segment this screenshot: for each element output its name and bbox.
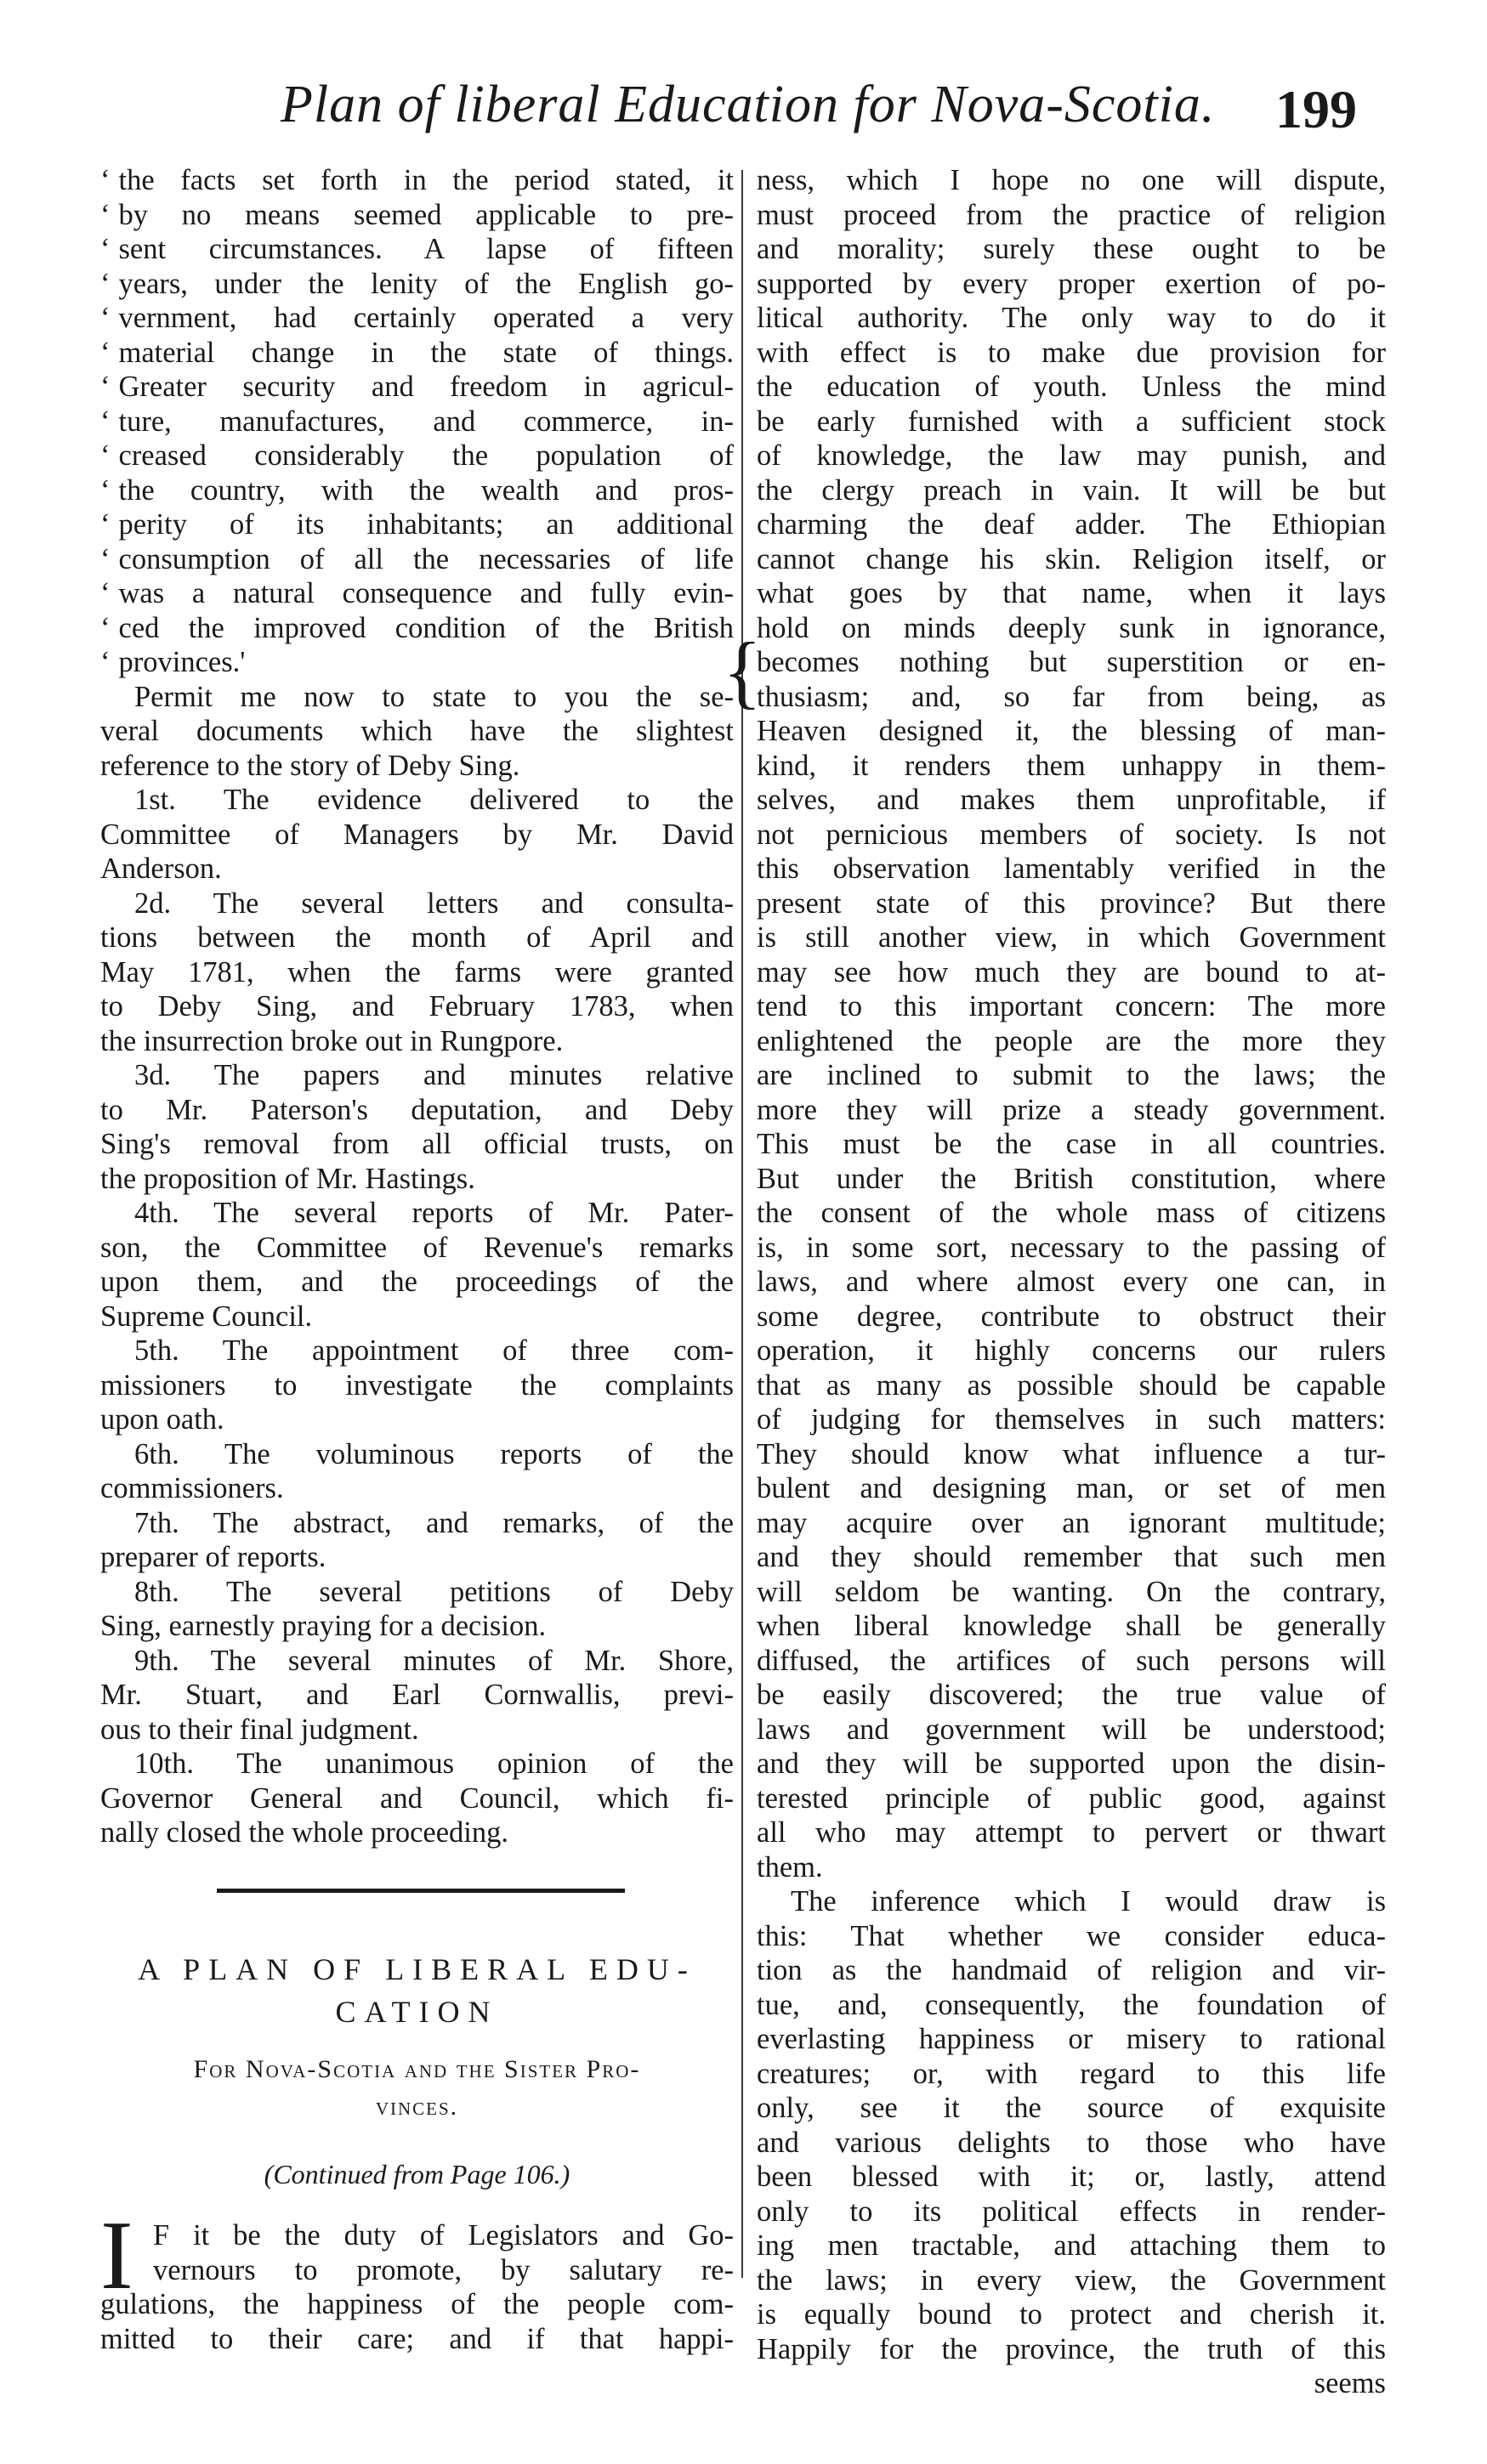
text-line: Supreme Council. [100,1300,313,1333]
text-line: may see how much they are bound to at- [757,955,1386,988]
section-subtitle: vinces. [375,2093,459,2121]
text-line: ing men tractable, and attaching them to [757,2229,1386,2262]
text-line: the consent of the whole mass of citizens [757,1197,1386,1229]
text-line: terested principle of public good, against [757,1781,1386,1815]
list-item: 8th. The several petitions of Deby [134,1575,734,1608]
text-line: Mr. Stuart, and Earl Cornwallis, previ- [100,1679,734,1711]
text-line: laws, and where almost every one can, in [757,1266,1386,1298]
text-line: the education of youth. Unless the mind [757,371,1386,403]
text-line: them. [757,1850,823,1883]
continued-note: (Continued from Page 106.) [264,2159,570,2189]
right-column [757,163,1386,2401]
text-line: Sing, earnestly praying for a decision. [100,1610,547,1642]
text-line: The inference which I would draw is [791,1885,1386,1917]
text-line: some degree, contribute to obstruct their [757,1300,1386,1333]
list-item: 4th. The several reports of Mr. Pater- [134,1197,734,1229]
left-column [100,163,734,1850]
quote-line: ‘ the facts set forth in the period stated, it [100,163,734,198]
text-line: may acquire over an ignorant multitude; [757,1506,1386,1539]
quote-line: ‘ the country, with the wealth and pros- [100,473,734,508]
opening-paragraph [100,2218,734,2356]
text-line: the laws; in every view, the Government [757,2263,1386,2297]
text-line: diffused, the artifices of such persons will [757,1644,1386,1677]
text-line: kind, it renders them unhappy in them- [757,749,1386,782]
text-line: only, see it the source of exquisite [757,2092,1386,2124]
text-line: Permit me now to state to you the se- [134,680,734,713]
text-line: all who may attempt to pervert or thwart [757,1816,1386,1849]
section-subtitle: For Nova-Scotia and the Sister Pro- [193,2055,641,2083]
list-item: 10th. The unanimous opinion of the [134,1747,734,1780]
text-line: ous to their final judgment. [100,1713,419,1746]
text-line: missioners to investigate the complaints [100,1368,734,1402]
text-line: is still another view, in which Government [757,921,1386,954]
quote-line: ‘ ture, manufactures, and commerce, in- [100,405,734,439]
quote-line: ‘ Greater security and freedom in agricul- [100,370,734,405]
text-line: are inclined to submit to the laws; the [757,1059,1386,1091]
text-line: to Deby Sing, and February 1783, when [100,990,734,1022]
text-line: This must be the case in all countries. [757,1128,1386,1160]
text-line: with effect is to make due provision for [757,336,1386,369]
text-line: Committee of Managers by Mr. David [100,818,734,851]
text-line: and they will be supported upon the disin- [757,1747,1386,1780]
quote-line: ‘ creased considerably the population of [100,439,734,473]
text-line: ness, which I hope no one will dispute, [757,164,1386,196]
text-line: laws and government will be understood; [757,1713,1386,1746]
text-line: upon them, and the proceedings of the [100,1266,734,1298]
text-line: F it be the duty of Legislators and Go- [153,2219,734,2252]
text-line: when liberal knowledge shall be generally [757,1610,1386,1642]
section-title: A PLAN OF LIBERAL EDU- [138,1952,696,1986]
text-line: vernours to promote, by salutary re- [153,2253,734,2286]
column-divider [741,170,743,2278]
text-line: everlasting happiness or misery to rational [757,2023,1386,2055]
text-line: bulent and designing man, or set of men [757,1472,1386,1504]
quote-line: ‘ perity of its inhabitants; an additional [100,507,734,542]
text-line: tions between the month of April and [100,921,734,954]
text-line: They should know what influence a tur- [757,1437,1386,1470]
list-item: 3d. The papers and minutes relative [134,1059,734,1091]
text-line: of judging for themselves in such matters: [757,1403,1386,1436]
text-line: operation, it highly concerns our rulers [757,1334,1386,1367]
text-line: hold on minds deeply sunk in ignorance, [757,611,1386,644]
margin-bracket: { [723,626,763,717]
list-item: 2d. The several letters and consulta- [134,886,734,920]
text-line: that as many as possible should be capable [757,1368,1386,1402]
text-line: tion as the handmaid of religion and vir- [757,1954,1386,1986]
text-line: Governor General and Council, which fi- [100,1781,734,1815]
text-line: thusiasm; and, so far from being, as [757,680,1386,713]
quote-line: ‘ sent circumstances. A lapse of fifteen [100,232,734,267]
text-line: tend to this important concern: The more [757,990,1386,1022]
text-line: upon oath. [100,1403,224,1436]
text-line: charming the deaf adder. The Ethiopian [757,508,1386,541]
text-line: preparer of reports. [100,1541,326,1573]
text-line: mitted to their care; and if that happi- [100,2322,734,2355]
text-line: veral documents which have the slightest [100,715,734,747]
text-line: nally closed the whole proceeding. [100,1816,508,1849]
list-item: 6th. The voluminous reports of the [134,1437,734,1470]
quote-line: ‘ provinces.' [100,645,734,680]
text-line: son, the Committee of Revenue's remarks [100,1231,734,1264]
text-line: what goes by that name, when it lays [757,577,1386,609]
text-line: Heaven designed it, the blessing of man- [757,715,1386,747]
text-line: Happily for the province, the truth of this [757,2332,1386,2365]
text-line: litical authority. The only way to do it [757,302,1386,334]
text-line: becomes nothing but superstition or en- [757,646,1386,678]
text-line: is equally bound to protect and cherish it. [757,2298,1386,2331]
text-line: more they will prize a steady government. [757,1093,1386,1126]
text-line: and morality; surely these ought to be [757,233,1386,265]
text-line: is, in some sort, necessary to the passing of [757,1231,1386,1264]
text-line: will seldom be wanting. On the contrary, [757,1575,1386,1608]
list-item: 1st. The evidence delivered to the [134,784,734,816]
text-line: reference to the story of Deby Sing. [100,749,520,782]
quote-line: ‘ by no means seemed applicable to pre- [100,198,734,233]
text-line: cannot change his skin. Religion itself, or [757,542,1386,575]
text-line: present state of this province? But there [757,886,1386,920]
text-line: But under the British constitution, where [757,1162,1386,1195]
text-line: May 1781, when the farms were granted [100,955,734,988]
text-line: tue, and, consequently, the foundation of [757,1988,1386,2021]
section-rule [217,1889,625,1893]
text-line: to Mr. Paterson's deputation, and Deby [100,1093,734,1126]
text-line: commissioners. [100,1472,284,1504]
text-line: Sing's removal from all official trusts, on [100,1128,734,1160]
text-line: and they should remember that such men [757,1541,1386,1573]
text-line: be early furnished with a sufficient stock [757,405,1386,438]
text-line: been blessed with it; or, lastly, attend [757,2161,1386,2193]
text-line: the proposition of Mr. Hastings. [100,1162,475,1195]
text-line: only to its political effects in render- [757,2195,1386,2228]
quote-line: ‘ consumption of all the necessaries of life [100,542,734,577]
section-title: CATION [335,1995,499,2029]
text-line: creatures; or, with regard to this life [757,2057,1386,2090]
quote-line: ‘ ced the improved condition of the British [100,611,734,646]
list-item: 7th. The abstract, and remarks, of the [134,1506,734,1539]
text-line: must proceed from the practice of religion [757,198,1386,231]
text-line: and various delights to those who have [757,2126,1386,2159]
text-line: selves, and makes them unprofitable, if [757,784,1386,816]
running-title: Plan of liberal Education for Nova-Scotia. [281,76,1216,133]
page-header [0,70,1487,163]
text-line: this observation lamentably verified in the [757,852,1386,885]
text-line: gulations, the happiness of the people com- [100,2288,734,2320]
page-number: 199 [1275,79,1357,139]
text-line: Anderson. [100,852,222,885]
text-line: the clergy preach in vain. It will be but [757,473,1386,507]
quote-line: ‘ material change in the state of things. [100,336,734,371]
text-line: of knowledge, the law may punish, and [757,439,1386,472]
quote-line: ‘ vernment, had certainly operated a very [100,301,734,336]
text-line: be easily discovered; the true value of [757,1679,1386,1711]
list-item: 5th. The appointment of three com- [134,1334,734,1367]
quote-line: ‘ years, under the lenity of the English go- [100,267,734,302]
text-line: the insurrection broke out in Rungpore. [100,1024,564,1057]
list-item: 9th. The several minutes of Mr. Shore, [134,1644,734,1677]
text-line: not pernicious members of society. Is not [757,818,1386,851]
text-line: this: That whether we consider educa- [757,1919,1386,1952]
text-line: enlightened the people are the more they [757,1024,1386,1057]
quote-line: ‘ was a natural consequence and fully evin- [100,576,734,611]
text-line: seems [1314,2367,1386,2399]
text-line: supported by every proper exertion of po- [757,267,1386,300]
drop-cap: I [100,2201,133,2310]
